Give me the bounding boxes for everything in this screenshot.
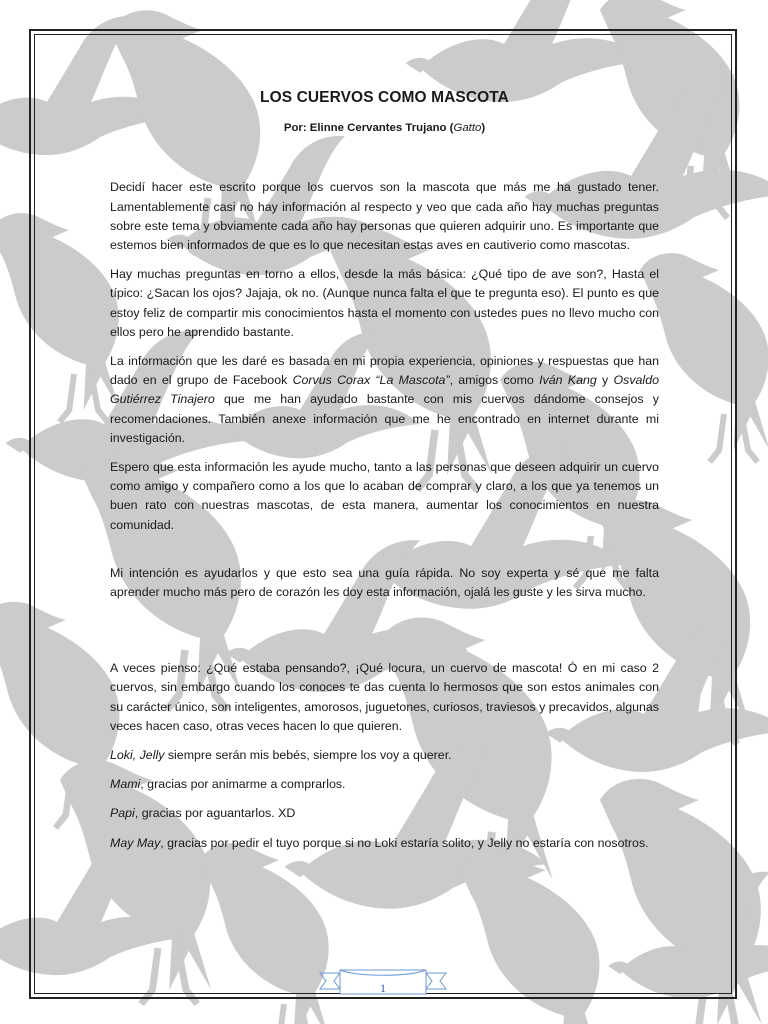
sources-text-d: que me han ayudado bastante con mis cuervos dándome consejos y recomendaciones. También anexe información que me he encontrado en internet durante mi investigación.	[110, 392, 659, 445]
dedication-item	[110, 804, 659, 823]
paragraph-intention: Mi intención es ayudarlos y que esto sea una guía rápida. No soy experta y sé que me falta aprender mucho más pero de corazón les doy esta información, ojalá les guste y les sirva mucho.	[110, 565, 659, 600]
dedication-name: Loki, Jelly	[110, 748, 165, 763]
dedication-name: May May	[110, 835, 161, 850]
paragraph-intro: Decidí hacer este escrito porque los cuervos son la mascota que más me ha gustado tener. Lamentablemente casi no hay información al respecto y veo que cada año hay muchas preguntas sobre este tema y obviamente cada año hay personas que quieren adquirir uno. Es importante que estemos bien informados de que es lo que necesitan estas aves en cautiverio como mascotas.	[110, 180, 659, 253]
dedication-item	[110, 775, 659, 794]
dedication-item	[110, 746, 659, 765]
byline-suffix: )	[481, 122, 486, 135]
friend-name-1: Iván Kang	[539, 373, 597, 388]
paragraph-reflection: A veces pienso: ¿Qué estaba pensando?, ¡Qué locura, un cuervo de mascota! Ó en mi caso 2 cuervos, sin embargo cuando los conoces te das cuenta lo hermosos que son estos animales con su carácter único, son inteligentes, amorosos, juguetones, curiosos, traviesos y precavidos, algunas veces hacen caso, otras veces hacen lo que quieren.	[110, 661, 659, 733]
sources-text-c: y	[596, 373, 614, 388]
dedication-text: siempre serán mis bebés, siempre los voy a querer.	[164, 748, 452, 763]
paragraph-questions: Hay muchas preguntas en torno a ellos, desde la más básica: ¿Qué tipo de ave son?, Hasta el típico: ¿Sacan los ojos? Jajaja, ok no. (Aunque nunca falta el que te pregunta eso). El punto es que estoy feliz de compartir mis conocimientos hasta el momento con ustedes pues no llevo mucho con ellos pero he aprendido bastante.	[110, 267, 659, 339]
dedication-item	[110, 834, 659, 853]
byline-nickname: Gatto	[453, 122, 482, 135]
document-title: LOS CUERVOS COMO MASCOTA	[260, 89, 509, 106]
dedication-name: Papi	[110, 806, 135, 821]
dedication-text: , gracias por pedir el tuyo porque si no Loki estaría solito, y Jelly no estaría con nosotros.	[160, 835, 649, 850]
dedication-name: Mami	[110, 777, 141, 792]
document-body	[110, 88, 659, 863]
paragraph-sources	[110, 352, 659, 448]
facebook-group-name: Corvus Corax “La Mascota”	[292, 373, 450, 388]
sources-text-b: , amigos como	[449, 373, 540, 388]
author-byline	[110, 119, 659, 138]
sources-text-a: La información que les daré es basada en mi propia experiencia, opiniones y respuestas que han dado en el grupo de Facebook	[110, 354, 659, 388]
page-footer	[318, 969, 448, 995]
friend-name-2: Osvaldo Gutiérrez Tinajero	[110, 373, 659, 407]
dedication-text: , gracias por aguantarlos. XD	[134, 806, 296, 821]
dedication-text: , gracias por animarme a comprarlos.	[140, 777, 346, 792]
byline-prefix: Por: Elinne Cervantes Trujano (	[283, 122, 454, 135]
page-number: 1	[380, 981, 386, 995]
paragraph-hope: Espero que esta información les ayude mucho, tanto a las personas que deseen adquirir un cuervo como amigo y compañero como a los que lo acaban de comprar y claro, a los que ya tenemos un buen rato con nuestras mascotas, de esta manera, aumentar los conocimientos en nuestra comunidad.	[110, 460, 659, 532]
